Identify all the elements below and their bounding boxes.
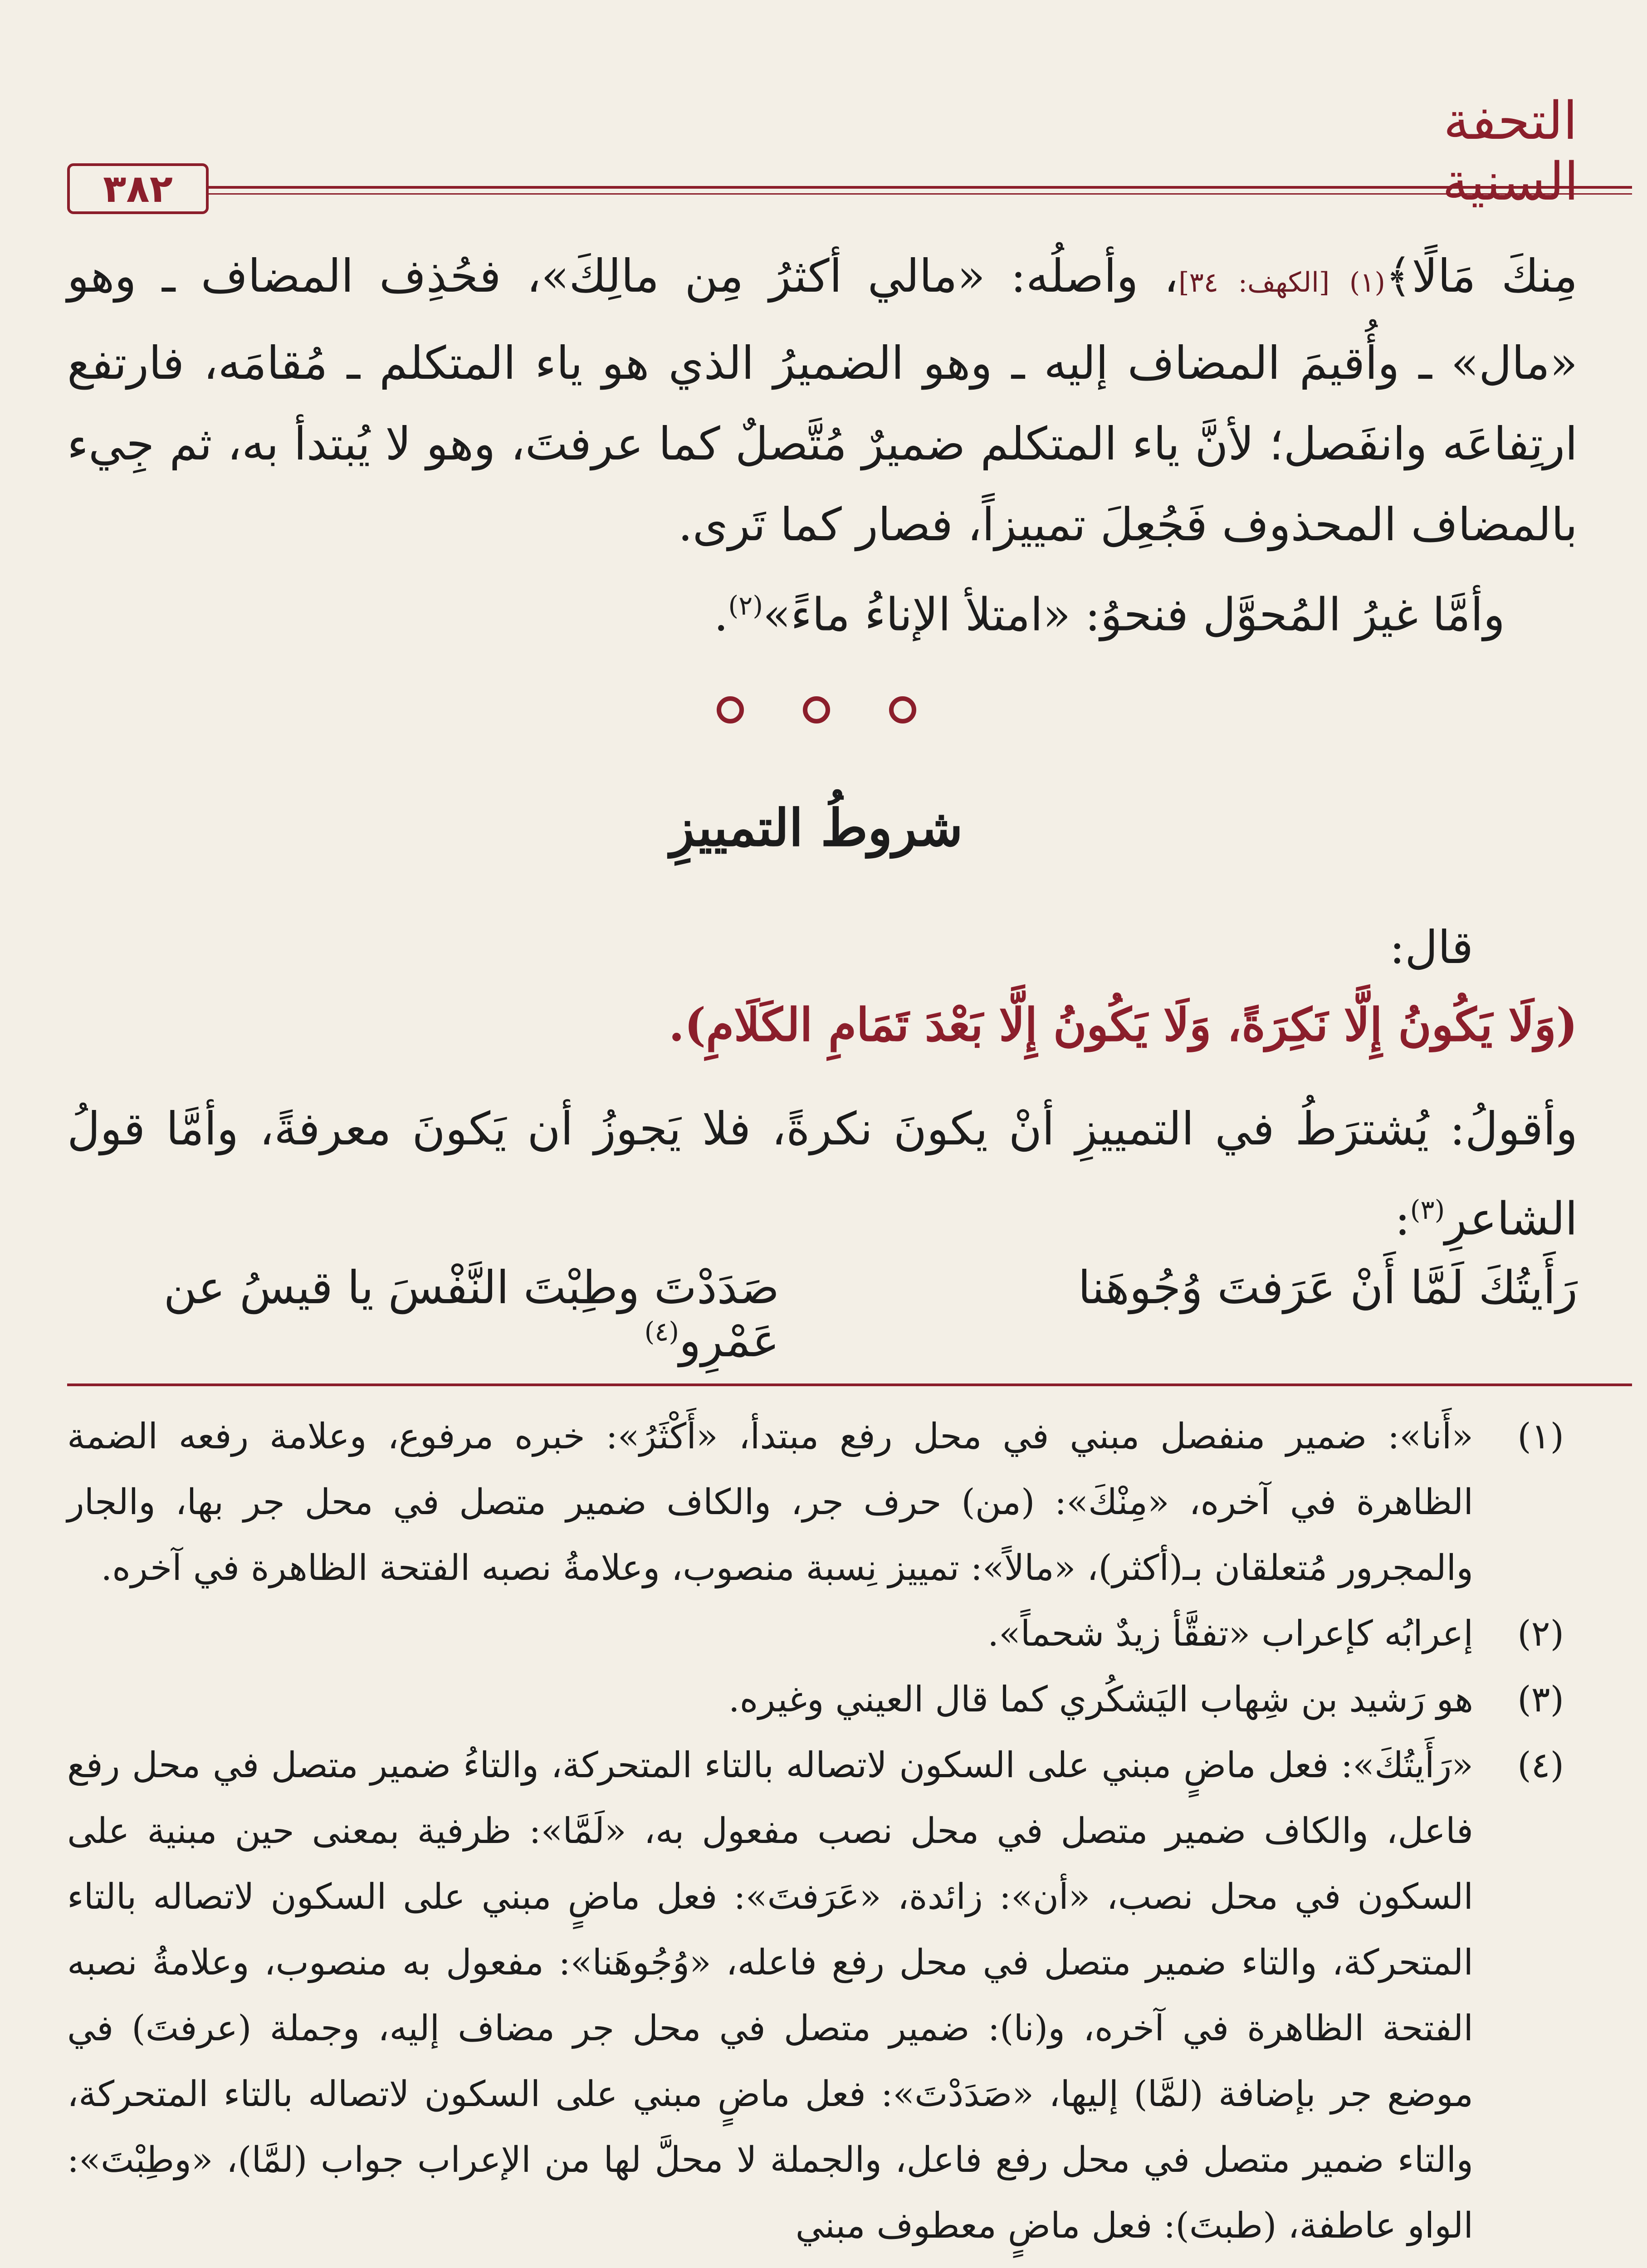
footnote-number: (٤) — [1517, 1745, 1564, 1786]
paragraph-1-text: ، وأصلُه: «مالي أكثرُ مِن مالِكَ»، فحُذِف المضاف ـ وهو «مال» ـ وأُقيمَ المضاف إليه ـ وهو الضميرُ الذي هو ياء المتكلم ـ مُقامَه، فارتفع ارتِفاعَه وانفَصل؛ لأنَّ ياء المتكلم ضميرٌ مُتَّصلٌ كما عرفتَ، وهو لا يُبتدأ به، ثم جِيء بالمضاف المحذوف فَجُعِلَ تمييزاً، فصار كما تَرى. — [67, 249, 1578, 551]
paragraph-3-colon: : — [1395, 1192, 1410, 1246]
footnote-text: «رَأَيتُكَ»: فعل ماضٍ مبني على السكون لاتصاله بالتاء المتحركة، والتاءُ ضمير متصل في محل رفع فاعل، والكاف ضمير متصل في محل نصب مفعول به، «لَمَّا»: ظرفية بمعنى حين مبنية على السكون في محل نصب، «أن»: زائدة، «عَرَفتَ»: فعل ماضٍ مبني على السكون لاتصاله بالتاء المتحركة، والتاء ضمير متصل في محل رفع فاعله، «وُجُوهَنا»: مفعول به منصوب، وعلامةُ نصبه الفتحة الظاهرة في آخره، و(نا): ضمير متصل في محل جر مضاف إليه، وجملة (عرفتَ) في موضع جر بإضافة (لمَّا) إليها، «صَدَدْتَ»: فعل ماضٍ مبني على السكون لاتصاله بالتاء المتحركة، والتاء ضمير متصل في محل رفع فاعل، والجملة لا محلَّ لها من الإعراب جواب (لمَّا)، «وطِبْتَ»: الواو عاطفة، (طبتَ): فعل ماضٍ معطوف مبني — [67, 1745, 1473, 2246]
paragraph-1 — [67, 236, 1578, 565]
poetry-verse — [67, 1261, 1578, 1367]
page-number: ٣٨٢ — [67, 163, 209, 214]
footnote-text: هو رَشيد بن شِهاب اليَشكُري كما قال العيني وغيره. — [728, 1679, 1473, 1720]
verse-second-text: صَدَدْتَ وطِبْتَ النَّفْسَ يا قيسُ عن عَمْرِو — [163, 1261, 779, 1367]
footnote-item — [67, 1601, 1564, 1667]
footnote-marker-4: (٤) — [644, 1316, 679, 1347]
footnote-text: «أَنا»: ضمير منفصل مبني في محل رفع مبتدأ، «أَكْثَرُ»: خبره مرفوع، وعلامة رفعه الضمة الظاهرة في آخره، «مِنْكَ»: (من) حرف جر، والكاف ضمير متصل في محل جر بها، والجار والمجرور مُتعلقان بـ(أكثر)، «مالاً»: تمييز نِسبة منصوب، وعلامةُ نصبه الفتحة الظاهرة في آخره. — [67, 1416, 1473, 1589]
paragraph-3-text: وأقولُ: يُشترَطُ في التمييزِ أنْ يكونَ نكرةً، فلا يَجوزُ أن يَكونَ معرفةً، وأمَّا قولُ الشاعرِ — [67, 1102, 1578, 1246]
footnote-text: إعرابُه كإعراب «تفقَّأ زيدٌ شحماً». — [987, 1613, 1473, 1654]
footnote-number: (٣) — [1517, 1679, 1564, 1720]
footnotes — [67, 1404, 1564, 2259]
divider-circle-icon — [803, 696, 830, 723]
paragraph-3 — [67, 1089, 1578, 1259]
footnote-item — [67, 1667, 1564, 1733]
verse-second-hemistich — [67, 1261, 779, 1367]
footnote-rule — [67, 1383, 1632, 1386]
footnote-number: (٢) — [1517, 1613, 1564, 1654]
running-header-title: التحفة السنية — [1442, 91, 1579, 212]
quran-quote-end: مِنكَ مَالًا﴾ — [1385, 249, 1578, 303]
divider-circle-icon — [889, 696, 916, 723]
footnote-item — [67, 1404, 1564, 1601]
footnote-marker-3: (٣) — [1410, 1194, 1445, 1225]
main-text-block-1 — [67, 236, 1578, 655]
footnote-number: (١) — [1517, 1416, 1564, 1457]
header-rule — [67, 186, 1632, 195]
main-text-block-2 — [67, 1089, 1578, 1259]
footnote-marker-2: (٢) — [728, 590, 763, 621]
verse-first-hemistich: رَأَيتُكَ لَمَّا أَنْ عَرَفتَ وُجُوهَنا — [1078, 1261, 1578, 1314]
footnote-item — [67, 1733, 1564, 2259]
qala-label: قال: — [1389, 921, 1473, 974]
matn-text: (وَلَا يَكُونُ إِلَّا نَكِرَةً، وَلَا يَكُونُ إِلَّا بَعْدَ تَمَامِ الكَلَامِ). — [669, 998, 1578, 1051]
divider-circle-icon — [717, 696, 744, 723]
section-divider — [590, 696, 1043, 737]
quran-reference: (١) [الكهف: ٣٤] — [1178, 267, 1385, 298]
paragraph-2: وأمَّا غيرُ المُحوَّل فنحوُ: «امتلأ الإناءُ ماءً»$^{(٢)}$. — [714, 588, 1505, 641]
section-title: شروطُ التمييزِ — [670, 798, 963, 858]
paragraph-2-text: وأمَّا غيرُ المُحوَّل فنحوُ: «امتلأ الإناءُ ماءً» — [762, 588, 1505, 641]
